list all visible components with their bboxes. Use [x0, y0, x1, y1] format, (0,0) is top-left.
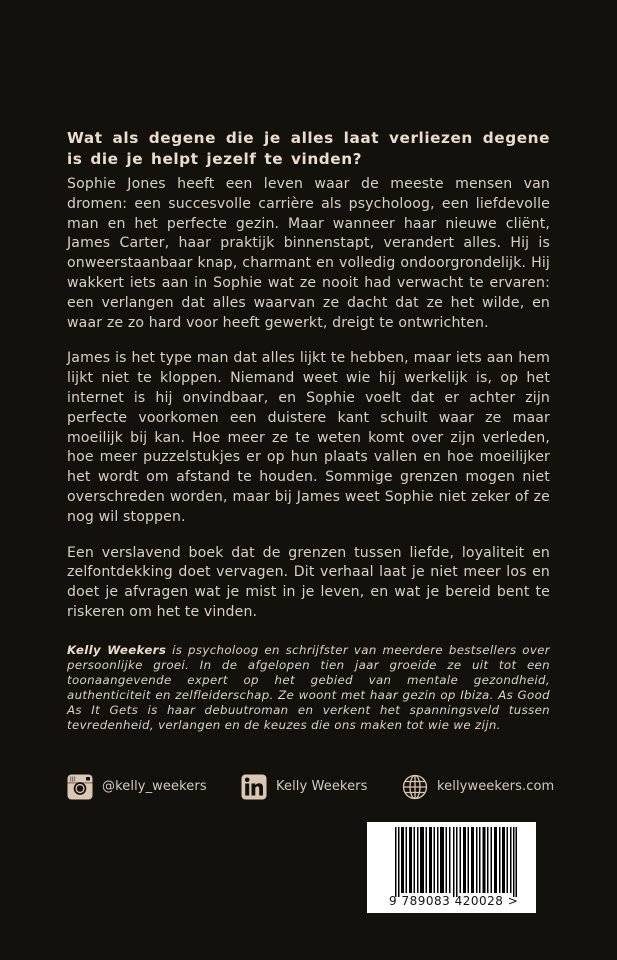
linkedin-name: Kelly Weekers	[276, 779, 368, 794]
blurb-section	[67, 128, 550, 733]
instagram-handle: @kelly_weekers	[102, 779, 207, 794]
instagram-icon	[67, 774, 93, 800]
website-link[interactable]	[402, 773, 554, 800]
linkedin-icon	[241, 774, 267, 800]
social-links	[67, 773, 555, 800]
barcode-bars	[395, 827, 517, 897]
isbn-digits: 9 789083 420028 >	[389, 894, 519, 908]
author-name: Kelly Weekers	[67, 642, 167, 657]
linkedin-link[interactable]	[241, 773, 368, 800]
instagram-link[interactable]	[67, 773, 207, 800]
headline: Wat als degene die je alles laat verliezen degene is die je helpt jezelf te vinden?	[67, 129, 550, 168]
blurb-paragraph-2: James is het type man dat alles lijkt te hebben, maar iets aan hem lijkt niet te kloppen. Niemand weet wie hij werkelijk is, op het internet is hij onvindbaar, en Sophie voelt dat er achter zijn perfecte voorkomen een duistere kant schuilt waar ze maar moeilijk bij kan. Hoe meer ze te weten komt over zijn verleden, hoe meer puzzelstukjes er op hun plaats vallen en hoe moeilijker het wordt om afstand te houden. Sommige grenzen mogen niet overschreden worden, maar bij James weet Sophie niet zeker of ze nog wil stoppen.	[67, 350, 550, 525]
author-bio-text: is psycholoog en schrijfster van meerdere bestsellers over persoonlijke groei. In de afgelopen tien jaar groeide ze uit tot een toonaangevende expert op het gebied van mentale gezondheid, authenticiteit en zelfleiderschap. Ze woont met haar gezin op Ibiza. As Good As It Gets is haar debuutroman en verkent het spanningsveld tussen tevredenheid, verlangen en de keuzes die ons maken tot wie we zijn.	[67, 642, 550, 733]
blurb-paragraph-1: Sophie Jones heeft een leven waar de meeste mensen van dromen: een succesvolle carrière als psycholoog, een liefdevolle man en het perfecte gezin. Maar wanneer haar nieuwe cliënt, James Carter, haar praktijk binnenstapt, verandert alles. Hij is onweerstaanbaar knap, charmant en volledig ondoorgrondelijk. Hij wakkert iets aan in Sophie wat ze nooit had verwacht te ervaren: een verlangen dat alles waarvan ze dacht dat ze het wilde, en waar ze zo hard voor heeft gewerkt, dreigt te ontwrichten.	[67, 176, 550, 331]
blurb-paragraph-3: Een verslavend boek dat de grenzen tussen liefde, loyaliteit en zelfontdekking doet vervagen. Dit verhaal laat je niet meer los en doet je afvragen wat je mist in je leven, en wat je bereid bent te riskeren om het te vinden.	[67, 544, 550, 620]
isbn-barcode	[367, 822, 536, 913]
globe-icon	[402, 774, 428, 800]
website-url: kellyweekers.com	[437, 779, 555, 794]
author-bio	[67, 643, 550, 734]
